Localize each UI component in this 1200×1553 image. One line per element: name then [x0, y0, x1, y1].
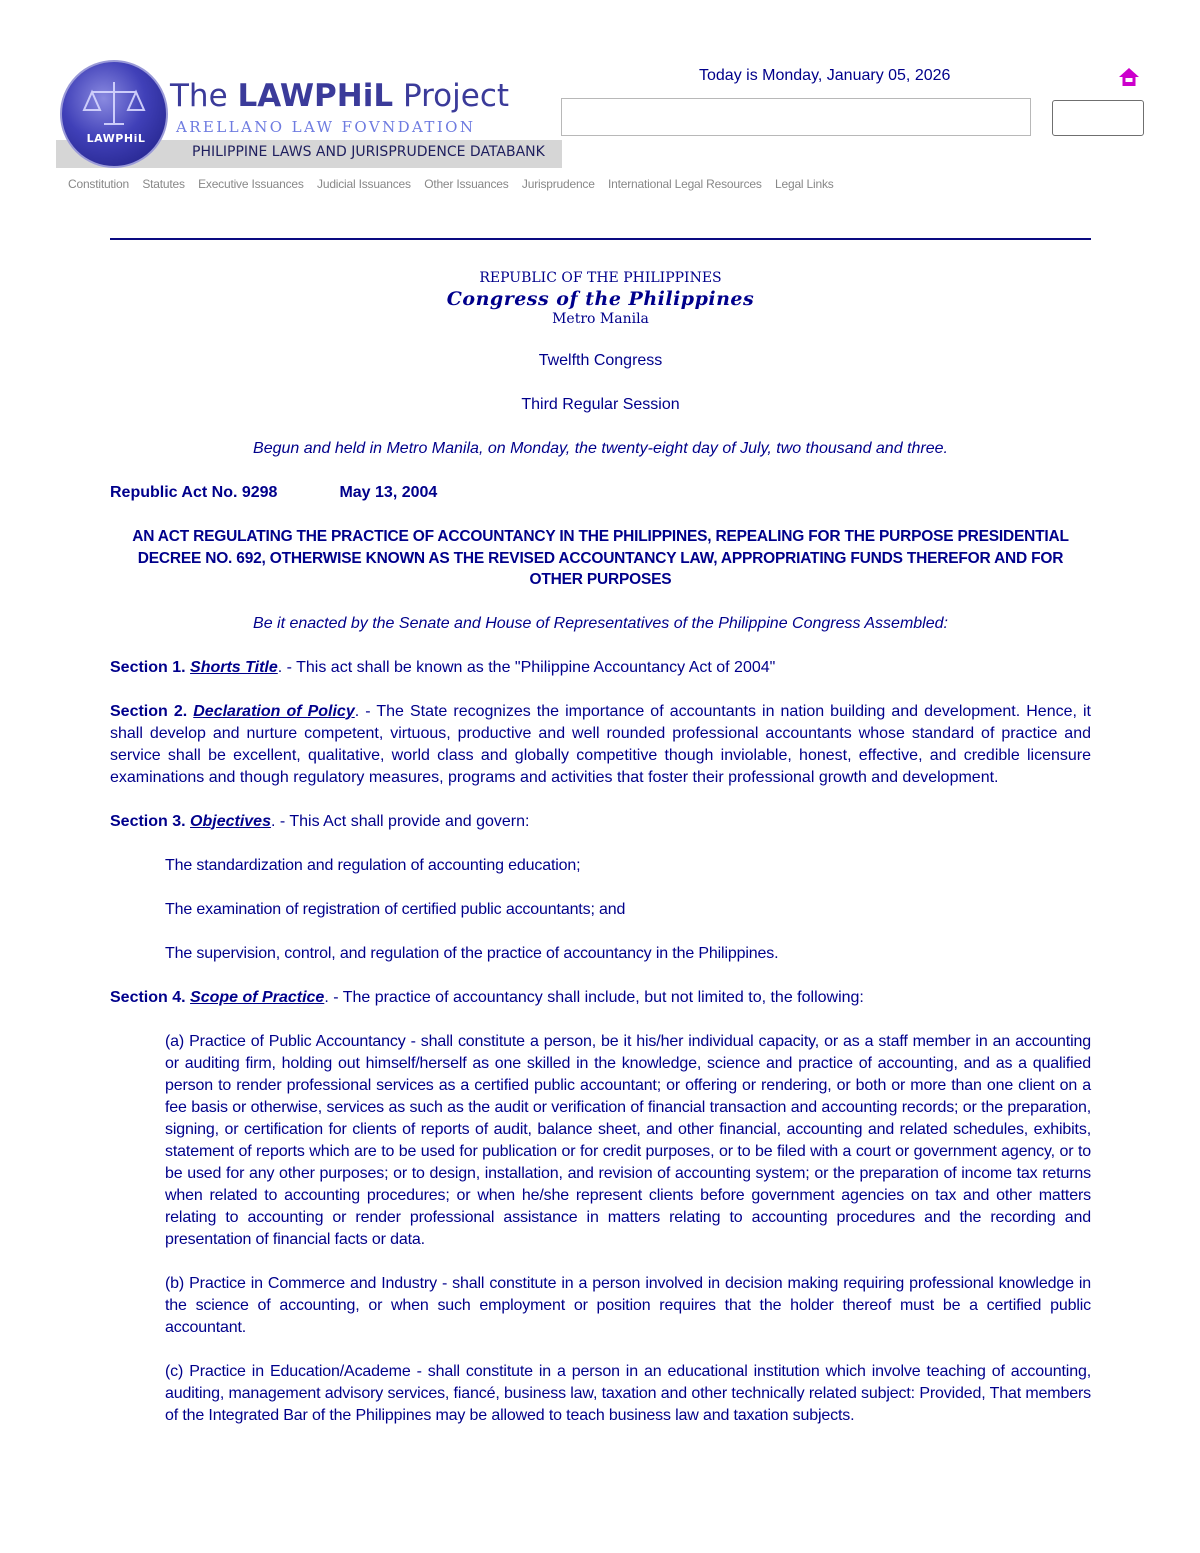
ra-date: May 13, 2004 — [339, 484, 438, 501]
list-item: (c) Practice in Education/Academe - shall constitute in a person in an educational institution which involve teaching of accounting, auditing, management advisory services, fiancé, business law, taxation and other technically related subject: Provided, That members of the Integrated Bar of the Philippines may be allowed to teach business law and taxation subjects. — [165, 1362, 1091, 1424]
logo-tagline: PHILIPPINE LAWS AND JURISPRUDENCE DATABANK — [192, 144, 545, 160]
section-head: Section 4. — [110, 988, 186, 1006]
section-3 — [110, 811, 1091, 833]
nav-judicial-issuances[interactable]: Judicial Issuances — [317, 177, 411, 191]
nav-legal-links[interactable]: Legal Links — [775, 177, 834, 191]
section-text: . - This act shall be known as the "Philippine Accountancy Act of 2004" — [277, 658, 776, 676]
seal-label: LAWPHiL — [86, 132, 146, 145]
ra-line — [110, 482, 1091, 504]
act-title: AN ACT REGULATING THE PRACTICE OF ACCOUNTANCY IN THE PHILIPPINES, REPEALING FOR THE PURPOSE PRESIDENTIAL DECREE NO. 692, OTHERWISE KNOWN AS THE REVISED ACCOUNTANCY LAW, APPROPRIATING FUNDS THEREFOR AND FOR OTHER PURPOSES — [132, 528, 1069, 588]
search-button[interactable] — [1052, 100, 1144, 136]
republic-heading: REPUBLIC OF THE PHILIPPINES — [479, 270, 722, 286]
section-text: . - The State recognizes the importance of accountants in nation building and development. Hence, it shall develop and nurture competent, virtuous, productive and well rounded professional accountants whose standard of practice and service shall be excellent, qualitative, world class and globally competitive though inviolable, honest, effective, and credible licensure examinations and though regulatory measures, programs and activities that foster their professional growth and development. — [110, 702, 1092, 786]
list-item: The standardization and regulation of accounting education; — [165, 856, 581, 874]
scales-of-justice-icon — [62, 62, 166, 166]
nav-statutes[interactable]: Statutes — [142, 177, 185, 191]
section-title: Shorts Title — [190, 658, 278, 676]
logo-subtitle: ARELLANO LAW FOVNDATION — [176, 118, 476, 136]
section-4 — [110, 987, 1091, 1009]
section-title: Scope of Practice — [190, 988, 325, 1006]
section-head: Section 3. — [110, 812, 186, 830]
main-nav — [68, 177, 844, 191]
metro-heading: Metro Manila — [552, 311, 649, 327]
section-title: Declaration of Policy — [193, 702, 355, 720]
section-text: . - The practice of accountancy shall include, but not limited to, the following: — [324, 988, 864, 1006]
nav-jurisprudence[interactable]: Jurisprudence — [521, 177, 595, 191]
lawphil-logo[interactable] — [56, 58, 562, 170]
list-item: The examination of registration of certified public accountants; and — [165, 900, 626, 918]
section-head: Section 1. — [110, 658, 186, 676]
list-item: (b) Practice in Commerce and Industry - shall constitute in a person involved in decision making requiring professional knowledge in the science of accounting, or when such employment or position requires that the holder thereof must be a certified public accountant. — [165, 1274, 1091, 1336]
nav-executive-issuances[interactable]: Executive Issuances — [198, 177, 304, 191]
today-date: Today is Monday, January 05, 2026 — [699, 67, 951, 84]
nav-international-legal-resources[interactable]: International Legal Resources — [608, 177, 762, 191]
session-name: Third Regular Session — [521, 396, 680, 413]
document-body — [110, 266, 1091, 1427]
header-divider — [110, 238, 1091, 240]
congress-heading: Congress of the Philippines — [446, 288, 755, 310]
list-item: The supervision, control, and regulation of the practice of accountancy in the Philippines. — [165, 944, 779, 962]
section-1 — [110, 657, 1091, 679]
logo-title: The LAWPHiL Project — [170, 78, 510, 114]
home-icon[interactable] — [1118, 66, 1140, 88]
lawphil-seal — [60, 60, 168, 168]
section-head: Section 2. — [110, 702, 188, 720]
section-text: . - This Act shall provide and govern: — [270, 812, 530, 830]
ra-number: Republic Act No. 9298 — [110, 484, 278, 501]
section-2 — [110, 701, 1091, 789]
list-item: (a) Practice of Public Accountancy - shall constitute a person, be it his/her individual capacity, or as a staff member in an accounting or auditing firm, holding out himself/herself as one skilled in the knowledge, science and practice of accounting, and as a qualified person to render professional services as a certified public accountant; or offering or rendering, or both or more than one client on a fee basis or otherwise, services as such as the audit or verification of financial transaction and accounting records; or the preparation, signing, or certification for clients of reports of audit, balance sheet, and other financial, accounting and related schedules, exhibits, statement of reports which are to be used for publication or for credit purposes, or to be filed with a court or government agency, or to be used for any other purposes; or to design, installation, and revision of accounting system; or the preparation of income tax returns when related to accounting procedures; or when he/she represent clients before government agencies on tax and other matters relating to accounting or render professional assistance in matters relating to accounting procedures and the recording and presentation of financial facts or data. — [165, 1032, 1091, 1248]
section-title: Objectives — [190, 812, 271, 830]
search-input[interactable] — [561, 98, 1031, 136]
nav-other-issuances[interactable]: Other Issuances — [424, 177, 509, 191]
nav-constitution[interactable]: Constitution — [68, 177, 129, 191]
congress-number: Twelfth Congress — [538, 352, 663, 369]
begun-statement: Begun and held in Metro Manila, on Monday, the twenty-eight day of July, two thousand and three. — [253, 440, 948, 457]
enacting-clause: Be it enacted by the Senate and House of Representatives of the Philippine Congress Assembled: — [253, 614, 948, 632]
